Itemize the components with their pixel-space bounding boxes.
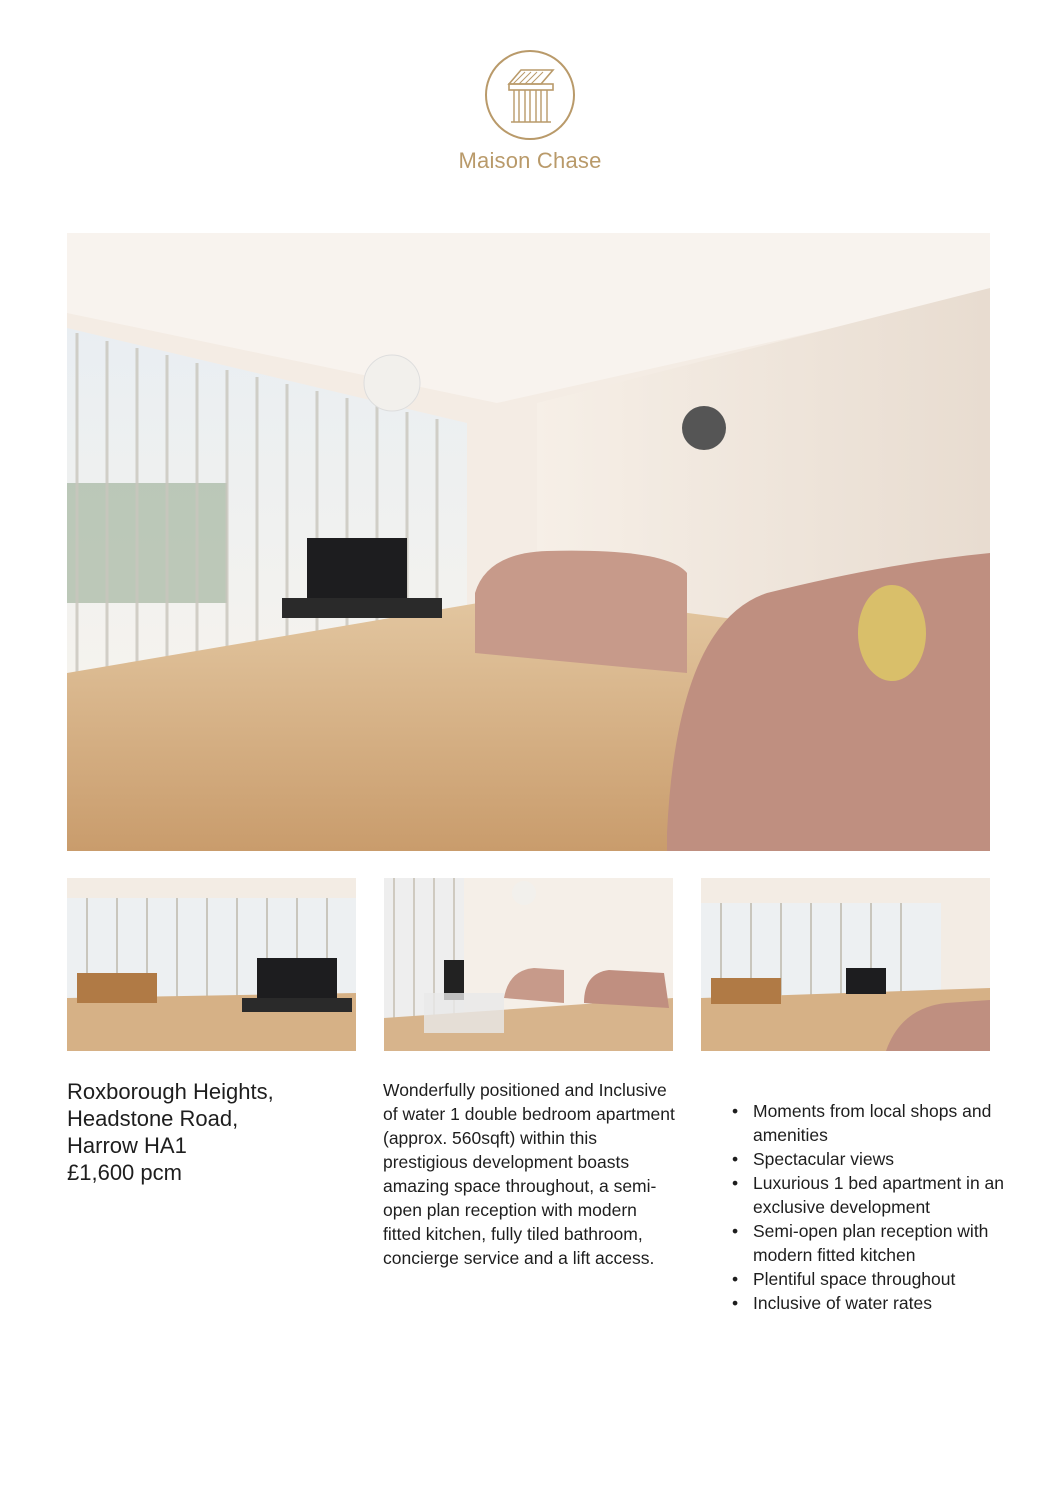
feature-item: • Inclusive of water rates: [730, 1291, 1030, 1315]
thumb-photo-3: [701, 878, 990, 1051]
address-line-1: Roxborough Heights,: [67, 1079, 274, 1104]
property-description: Wonderfully positioned and Inclusive of water 1 double bedroom apartment (approx. 560sqft) within this prestigious development boasts amazing space throughout, a semi-open plan reception with modern fitted kitchen, fully tiled bathroom, concierge service and a lift access.: [383, 1080, 675, 1268]
thumb-photo-1: [67, 878, 356, 1051]
feature-item: • Moments from local shops and amenities: [730, 1099, 1030, 1147]
feature-item: • Spectacular views: [730, 1147, 1030, 1171]
property-price: £1,600 pcm: [67, 1160, 182, 1185]
brand-logo: [452, 48, 608, 188]
feature-item: • Plentiful space throughout: [730, 1267, 1030, 1291]
feature-item: • Luxurious 1 bed apartment in an exclusive development: [730, 1171, 1030, 1219]
thumb-photo-2: [384, 878, 673, 1051]
hero-photo: [67, 233, 990, 851]
columns-logo-icon: [483, 48, 577, 142]
feature-list: [730, 1099, 1030, 1315]
address-line-3: Harrow HA1: [67, 1133, 187, 1158]
feature-item: • Semi-open plan reception with modern fitted kitchen: [730, 1219, 1030, 1267]
brand-name: Maison Chase: [458, 148, 602, 173]
address-line-2: Headstone Road,: [67, 1106, 239, 1131]
property-address: [67, 1078, 357, 1186]
